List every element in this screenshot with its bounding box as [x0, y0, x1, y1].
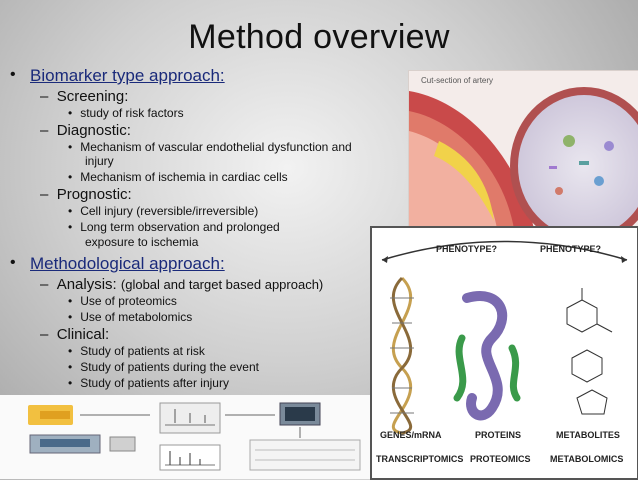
- prognostic-item-1: • Cell injury (reversible/irreversible): [68, 204, 259, 218]
- proteomics-workflow-image: [0, 395, 370, 479]
- proteomics-label: PROTEOMICS: [470, 454, 531, 464]
- workflow-illustration: [0, 395, 370, 479]
- prognostic-label: – Prognostic:: [40, 186, 132, 203]
- diagnostic-label: – Diagnostic:: [40, 122, 131, 139]
- diagnostic-item-1: • Mechanism of vascular endothelial dysfunction and: [68, 140, 352, 154]
- metabolites-label: METABOLITES: [556, 430, 620, 440]
- clinical-item-3: • Study of patients after injury: [68, 376, 229, 390]
- genes-mrna-label: GENES/mRNA: [380, 430, 442, 440]
- clinical-item-1: • Study of patients at risk: [68, 344, 205, 358]
- screening-label: – Screening:: [40, 88, 129, 105]
- slide-title: Method overview: [188, 18, 450, 56]
- prognostic-item-2-cont: exposure to ischemia: [85, 235, 199, 249]
- transcriptomics-label: TRANSCRIPTOMICS: [376, 454, 464, 464]
- prognostic-item-2: • Long term observation and prolonged: [68, 220, 280, 234]
- artery-caption: Cut-section of artery: [421, 76, 494, 85]
- bullet-dot: •: [10, 254, 16, 271]
- phenotype-label-2: PHENOTYPE?: [540, 244, 602, 254]
- methodological-approach-heading: Methodological approach:: [30, 254, 225, 273]
- bullet-dot: •: [10, 66, 16, 83]
- diagnostic-item-1-cont: injury: [85, 154, 114, 168]
- proteins-label: PROTEINS: [475, 430, 522, 440]
- biomarker-approach-heading: Biomarker type approach:: [30, 66, 225, 85]
- phenotype-label-1: PHENOTYPE?: [436, 244, 498, 254]
- artery-cross-section-image: [408, 70, 638, 230]
- omics-phenotype-figure: [370, 226, 638, 480]
- screening-item: • study of risk factors: [68, 106, 184, 120]
- analysis-item-1: • Use of proteomics: [68, 294, 177, 308]
- clinical-item-2: • Study of patients during the event: [68, 360, 259, 374]
- omics-illustration: [372, 228, 637, 478]
- diagnostic-item-2: • Mechanism of ischemia in cardiac cells: [68, 170, 288, 184]
- metabolomics-label: METABOLOMICS: [550, 454, 624, 464]
- clinical-label: – Clinical:: [40, 326, 110, 343]
- artery-illustration: [409, 71, 638, 229]
- analysis-item-2: • Use of metabolomics: [68, 310, 193, 324]
- analysis-label: – Analysis: (global and target based approach): [40, 276, 324, 293]
